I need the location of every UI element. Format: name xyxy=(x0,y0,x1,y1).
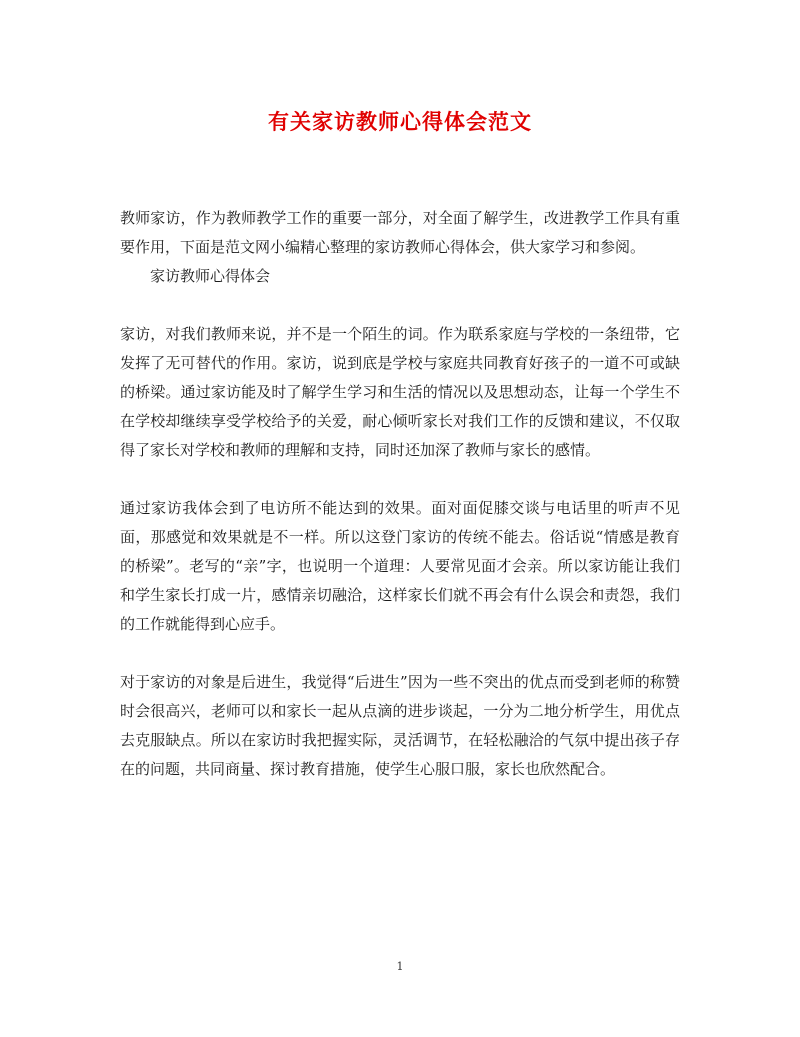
document-title: 有关家访教师心得体会范文 xyxy=(268,109,532,134)
paragraph-gap xyxy=(120,465,680,494)
body-paragraph-1: 家访，对我们教师来说，并不是一个陌生的词。作为联系家庭与学校的一条纽带，它发挥了无可替代的作用。家访，说到底是学校与家庭共同教育好孩子的一道不可或缺的桥梁。通过家访能及时了解学生学习和生活的情况以及思想动态，让每一个学生不在学校却继续享受学校给予的关爱，耐心倾听家长对我们工作的反馈和建议，不仅取得了家长对学校和教师的理解和支持，同时还加深了教师与家长的感情。 xyxy=(120,325,680,459)
body-paragraph-2: 通过家访我体会到了电访所不能达到的效果。面对面促膝交谈与电话里的听声不见面，那感觉和效果就是不一样。所以这登门家访的传统不能去。俗话说“情感是教育的桥梁”。老写的“亲”字，也说明一个道理：人要常见面才会亲。所以家访能让我们和学生家长打成一片，感情亲切融洽，这样家长们就不再会有什么误会和责怨，我们的工作就能得到心应手。 xyxy=(120,499,680,633)
paragraph-gap xyxy=(120,639,680,668)
body-paragraph-3: 对于家访的对象是后进生，我觉得“后进生”因为一些不突出的优点而受到老师的称赞时会很高兴，老师可以和家长一起从点滴的进步谈起，一分为二地分析学生，用优点去克服缺点。所以在家访时我把握实际，灵活调节，在轻松融洽的气氛中提出孩子存在的问题，共同商量、探讨教育措施，使学生心服口服，家长也欣然配合。 xyxy=(120,673,680,778)
intro-paragraph: 教师家访，作为教师教学工作的重要一部分，对全面了解学生，改进教学工作具有重要作用，下面是范文网小编精心整理的家访教师心得体会，供大家学习和参阅。 xyxy=(120,209,680,256)
document-body xyxy=(120,204,680,784)
page-number: 1 xyxy=(396,960,404,973)
paragraph-gap xyxy=(120,291,680,320)
section-subheading: 家访教师心得体会 xyxy=(150,267,271,285)
